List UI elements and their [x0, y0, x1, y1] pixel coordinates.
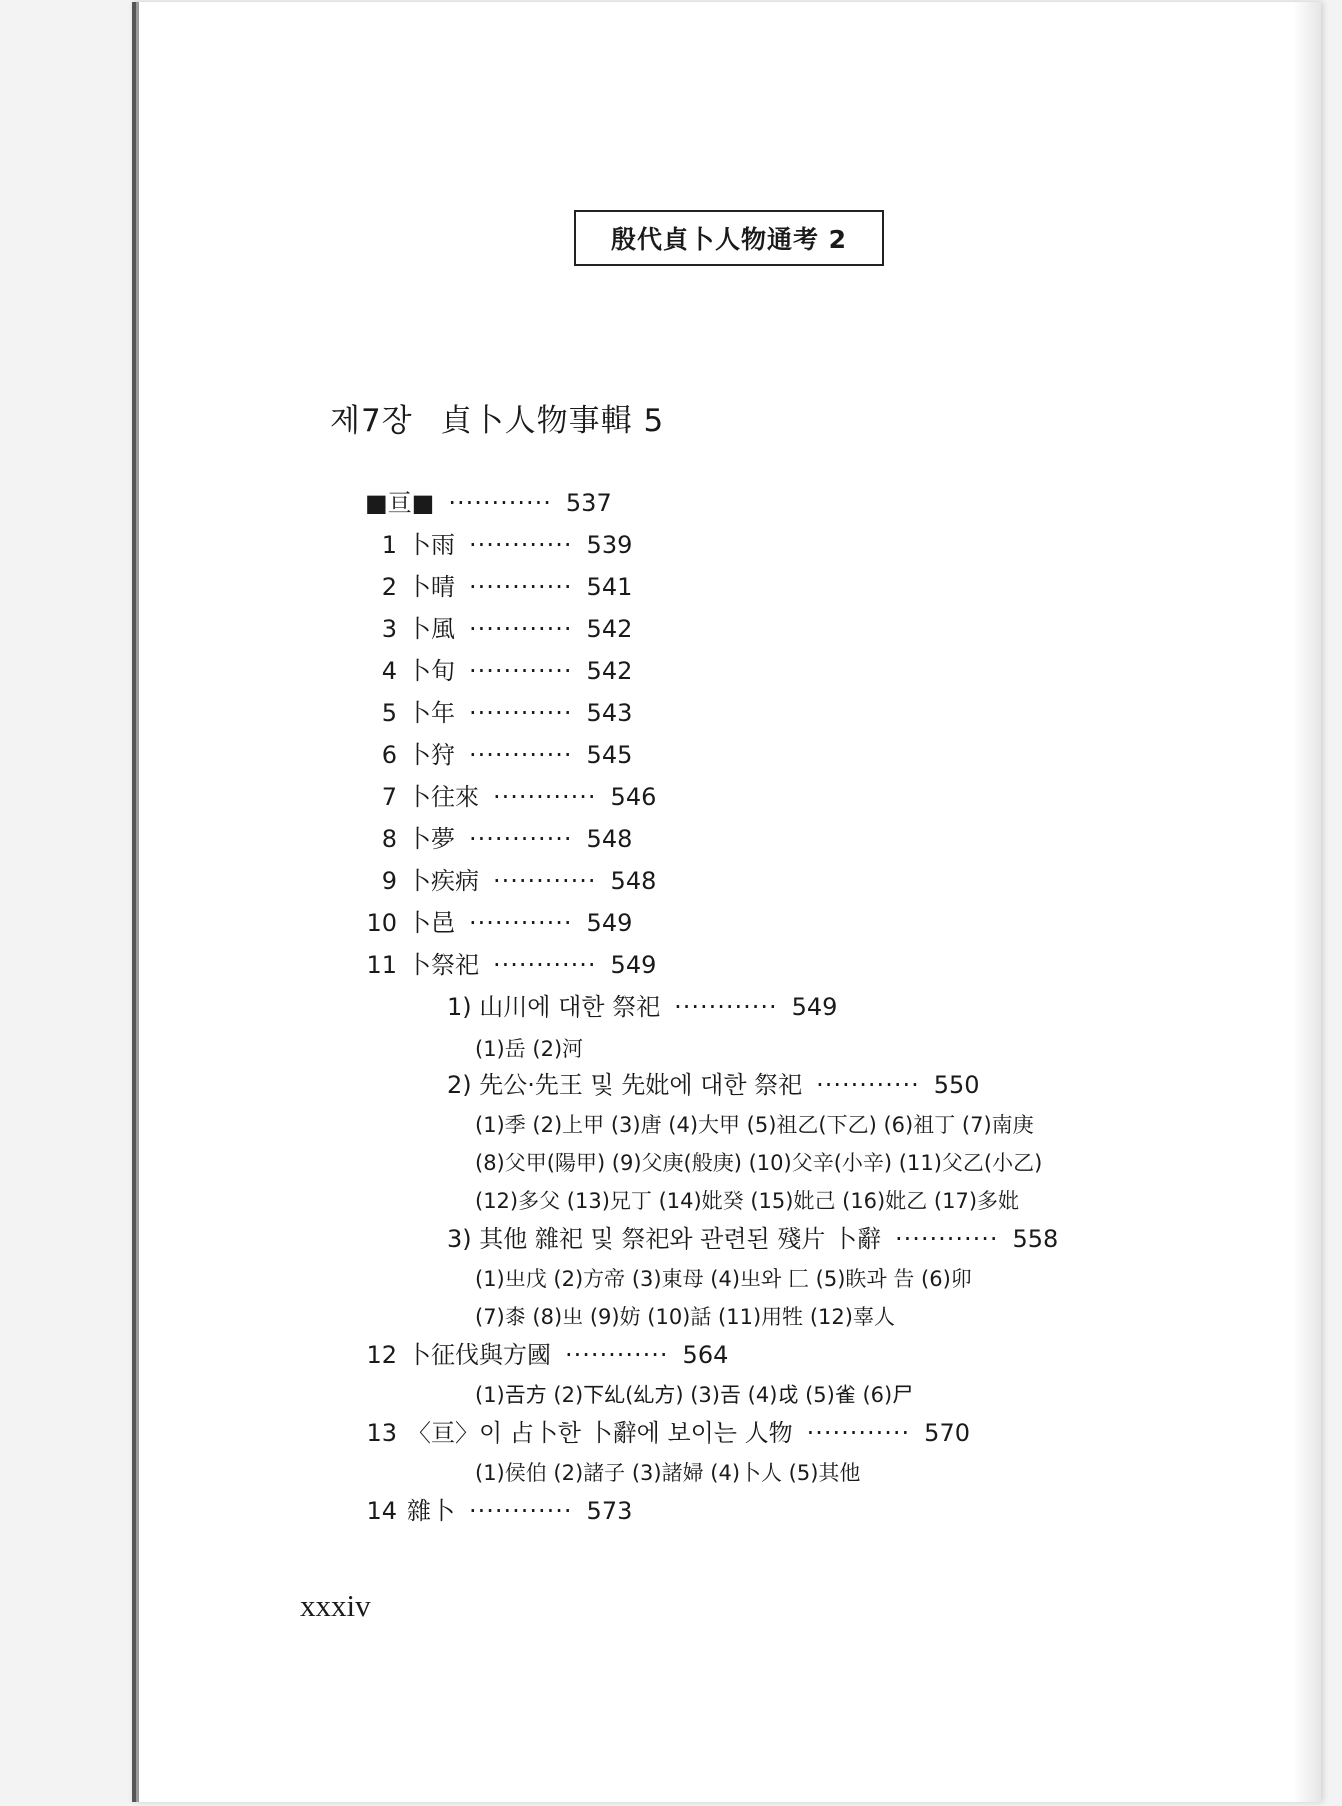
toc-dots: ············ — [493, 783, 597, 811]
toc-num: 5 — [381, 699, 397, 727]
toc-dots: ············ — [469, 909, 573, 937]
page-folio: xxxiv — [300, 1588, 371, 1623]
toc-page: 564 — [682, 1341, 729, 1369]
toc-page: 545 — [586, 741, 633, 769]
toc-page: 541 — [586, 573, 633, 601]
toc-page: 537 — [565, 489, 612, 517]
toc-title: 〈亘〉이 占卜한 卜辭에 보이는 人物 — [407, 1419, 793, 1447]
toc-num: 13 — [366, 1419, 397, 1447]
toc-entry-5[interactable] — [365, 698, 632, 728]
toc-title: 1) 山川에 대한 祭祀 — [447, 993, 661, 1021]
toc-entry-4[interactable] — [365, 656, 632, 686]
toc-num: 12 — [366, 1341, 397, 1369]
toc-entry-11-3[interactable] — [447, 1224, 1058, 1254]
toc-page: 549 — [586, 909, 633, 937]
toc-entry-13[interactable] — [365, 1418, 970, 1448]
toc-dots: ············ — [469, 615, 573, 643]
toc-page: 539 — [586, 531, 633, 559]
chapter-title: 貞卜人物事輯 5 — [440, 403, 665, 439]
toc-entry-11-1[interactable] — [447, 992, 837, 1022]
toc-entry-12[interactable] — [365, 1340, 728, 1370]
toc-dots: ············ — [894, 1225, 999, 1253]
toc-subitems-11-3-line1: (1)㞢戊 (2)方帝 (3)東母 (4)㞢와 匚 (5)䀢과 告 (6)卯 — [475, 1267, 972, 1291]
toc-title: 2) 先公·先王 및 先妣에 대한 祭祀 — [447, 1071, 803, 1099]
toc-subitems-11-2-line1: (1)季 (2)上甲 (3)唐 (4)大甲 (5)祖乙(下乙) (6)祖丁 (7)南庚 — [475, 1113, 1034, 1137]
toc-subitems-11-1: (1)岳 (2)河 — [475, 1037, 584, 1061]
toc-title: 雜卜 — [407, 1497, 455, 1525]
toc-page: 548 — [586, 825, 633, 853]
toc-subitems-12: (1)𢀛方 (2)下乣(乣方) (3)𢀛 (4)戉 (5)雀 (6)尸 — [475, 1383, 914, 1407]
toc-page: 549 — [791, 993, 838, 1021]
toc-num: 7 — [381, 783, 397, 811]
toc-num: 1 — [381, 531, 397, 559]
toc-entry-2[interactable] — [365, 572, 632, 602]
toc-title: 卜往來 — [407, 783, 479, 811]
toc-entry-top[interactable] — [365, 488, 612, 518]
toc-dots: ············ — [469, 1497, 573, 1525]
chapter-heading — [330, 395, 664, 440]
toc-entry-1[interactable] — [365, 530, 632, 560]
toc-num: 2 — [381, 573, 397, 601]
toc-num: 9 — [381, 867, 397, 895]
toc-page: 542 — [586, 615, 633, 643]
page-edge-shadow — [1293, 2, 1321, 1802]
toc-dots: ············ — [469, 825, 573, 853]
toc-entry-10[interactable] — [365, 908, 632, 938]
toc-title: 卜邑 — [407, 909, 455, 937]
running-header-title: 殷代貞卜人物通考 2 — [610, 225, 848, 254]
toc-title: 卜風 — [407, 615, 455, 643]
toc-subitems-13: (1)侯伯 (2)諸子 (3)諸婦 (4)卜人 (5)其他 — [475, 1461, 861, 1485]
toc-dots: ············ — [493, 951, 597, 979]
toc-dots: ············ — [469, 699, 573, 727]
toc-dots: ············ — [674, 993, 778, 1021]
toc-num: 8 — [381, 825, 397, 853]
toc-entry-8[interactable] — [365, 824, 632, 854]
toc-subitems-11-3-line2: (7)桼 (8)㞢 (9)妨 (10)話 (11)用牲 (12)辜人 — [475, 1305, 895, 1329]
toc-page: 570 — [924, 1419, 970, 1447]
toc-entry-11[interactable] — [365, 950, 656, 980]
toc-page: 546 — [610, 783, 657, 811]
toc-title: 卜夢 — [407, 825, 455, 853]
toc-entry-3[interactable] — [365, 614, 632, 644]
toc-dots: ············ — [469, 531, 573, 559]
toc-title: 卜狩 — [407, 741, 455, 769]
toc-page: 573 — [586, 1497, 633, 1525]
toc-num: 14 — [366, 1497, 397, 1525]
toc-title: ■亘■ — [365, 489, 435, 517]
toc-entry-6[interactable] — [365, 740, 632, 770]
toc-title: 卜疾病 — [407, 867, 479, 895]
toc-dots: ············ — [469, 573, 573, 601]
toc-entry-9[interactable] — [365, 866, 656, 896]
toc-subitems-11-2-line2: (8)父甲(陽甲) (9)父庚(般庚) (10)父辛(小辛) (11)父乙(小乙) — [475, 1151, 1043, 1175]
toc-dots: ············ — [448, 489, 552, 517]
toc-dots: ············ — [493, 867, 597, 895]
toc-subitems-11-2-line3: (12)多父 (13)兄丁 (14)妣癸 (15)妣己 (16)妣乙 (17)多妣 — [475, 1189, 1020, 1213]
book-page — [132, 2, 1321, 1802]
toc-num: 6 — [381, 741, 397, 769]
toc-page: 548 — [610, 867, 657, 895]
toc-title: 卜征伐與方國 — [407, 1341, 551, 1369]
toc-dots: ············ — [816, 1071, 920, 1099]
toc-title: 卜年 — [407, 699, 455, 727]
running-header-box — [574, 210, 884, 266]
toc-page: 550 — [933, 1071, 980, 1099]
toc-title: 3) 其他 雜祀 및 祭祀와 관련된 殘片 卜辭 — [447, 1225, 881, 1253]
toc-num: 3 — [381, 615, 397, 643]
toc-page: 549 — [610, 951, 657, 979]
toc-dots: ············ — [469, 741, 573, 769]
toc-title: 卜祭祀 — [407, 951, 479, 979]
toc-page: 558 — [1012, 1225, 1059, 1253]
toc-page: 542 — [586, 657, 633, 685]
toc-num: 10 — [366, 909, 397, 937]
toc-dots: ············ — [806, 1419, 911, 1447]
toc-title: 卜旬 — [407, 657, 455, 685]
toc-num: 11 — [366, 951, 397, 979]
toc-title: 卜晴 — [407, 573, 455, 601]
toc-entry-7[interactable] — [365, 782, 656, 812]
toc-entry-14[interactable] — [365, 1496, 632, 1526]
toc-dots: ············ — [469, 657, 573, 685]
chapter-label: 제7장 — [330, 403, 413, 439]
toc-num: 4 — [381, 657, 397, 685]
toc-page: 543 — [586, 699, 633, 727]
toc-title: 卜雨 — [407, 531, 455, 559]
toc-entry-11-2[interactable] — [447, 1070, 980, 1100]
toc-dots: ············ — [565, 1341, 669, 1369]
